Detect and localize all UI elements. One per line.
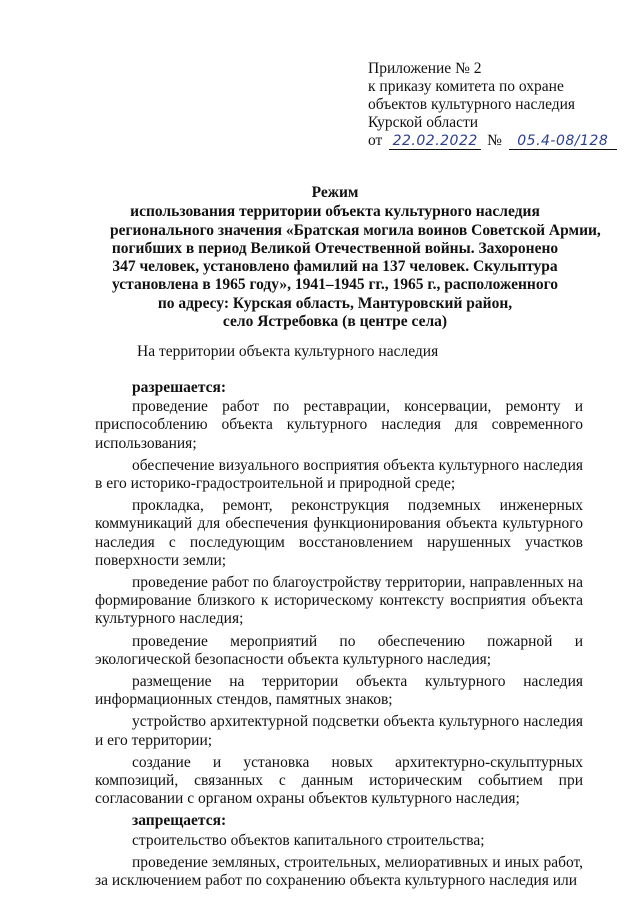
permitted-item: размещение на территории объекта культурного наследия информационных стендов, памятных знаков; [95, 673, 583, 709]
title-line: 347 человек, установлено фамилий на 137 человек. Скульптура [112, 258, 558, 276]
permitted-item: проведение мероприятий по обеспечению пожарной и экологической безопасности объекта культурного наследия; [95, 632, 583, 668]
appendix-date-number-row [368, 132, 618, 150]
permitted-item: прокладка, ремонт, реконструкция подземных инженерных коммуникаций для обеспечения функционирования объекта культурного наследия с последующим восстановлением нарушенных участков поверхности земли; [95, 497, 583, 569]
permitted-item: обеспечение визуального восприятия объекта культурного наследия в его историко-градостроительной и природной среде; [95, 456, 583, 493]
prohibited-heading: запрещается: [132, 812, 227, 830]
title-line: погибших в период Великой Отечественной войны. Захоронено [111, 239, 559, 257]
permitted-heading: разрешается: [132, 379, 227, 396]
prohibited-item: проведение земляных, строительных, мелиоративных и иных работ, за исключением работ по сохранению объекта культурного наследия или [95, 853, 583, 890]
permitted-item: проведение работ по реставрации, консервации, ремонту и приспособлению объекта культурного наследия для современного использования; [95, 398, 583, 452]
document-title [110, 184, 601, 331]
appendix-committee-line: объектов культурного наследия [368, 96, 576, 113]
appendix-order-line: к приказу комитета по охране [368, 78, 564, 95]
appendix-region-line: Курской области [368, 114, 479, 131]
title-line: установлена в 1965 году», 1941–1945 гг., 1965 г., расположенного [112, 276, 558, 294]
prohibited-item: строительство объектов капитального строительства; [132, 831, 485, 849]
appendix-number: Приложение № 2 [368, 60, 482, 77]
handwritten-order-number: 05.4-08/128 [509, 134, 617, 150]
permitted-item: проведение работ по благоустройству территории, направленных на формирование близкого к историческому контексту восприятия объекта культурного наследия; [95, 574, 583, 628]
intro-paragraph: На территории объекта культурного наследия [137, 343, 439, 360]
permitted-item: устройство архитектурной подсветки объекта культурного наследия и его территории; [95, 713, 583, 749]
from-label: от [368, 132, 383, 149]
permitted-item: создание и установка новых архитектурно-скульптурных композиций, связанных с данным историческим событием при согласовании с органом охраны объектов культурного наследия; [95, 753, 583, 808]
number-label: № [487, 132, 502, 149]
title-line: использования территории объекта культурного наследия [130, 203, 540, 221]
title-heading: Режим [311, 184, 359, 201]
title-line: село Ястребовка (в центре села) [222, 313, 448, 331]
title-line: по адресу: Курская область, Мантуровский район, [157, 294, 513, 312]
title-line: регионального значения «Братская могила воинов Советской Армии, [110, 221, 601, 239]
handwritten-date: 22.02.2022 [389, 134, 481, 150]
regime-body [95, 379, 583, 894]
appendix-header [368, 60, 618, 150]
